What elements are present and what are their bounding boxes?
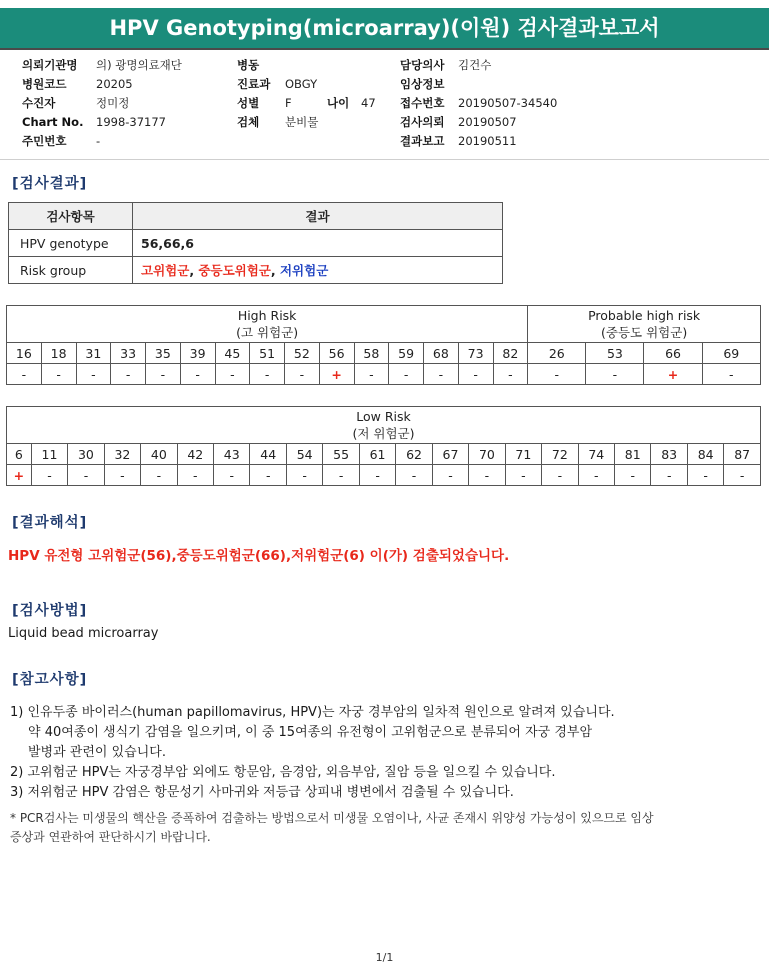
low-risk-header-ko: (저 위험군) xyxy=(352,426,415,441)
note-2: 2) 고위험군 HPV는 자궁경부암 외에도 항문암, 음경암, 외음부암, 질암 등을 일으킬 수 있습니다. xyxy=(10,765,556,780)
genotype-result-cell: - xyxy=(651,465,687,486)
genotype-result-cell: - xyxy=(389,364,424,385)
genotype-result-cell: - xyxy=(424,364,459,385)
genotype-result-cell: - xyxy=(458,364,493,385)
high-risk-header-ko: (고 위험군) xyxy=(236,325,299,340)
genotype-type-cell: 16 xyxy=(7,343,42,364)
probable-risk-header xyxy=(528,306,761,343)
section-method-title: [검사방법] xyxy=(12,603,88,619)
note-1b: 약 40여종이 생식기 감염을 일으키며, 이 중 15여종의 유전형이 고위험군으로 분류되어 자궁 경부암 xyxy=(28,725,593,740)
genotype-type-cell: 43 xyxy=(214,444,250,465)
genotype-type-cell: 26 xyxy=(528,343,586,364)
genotype-type-cell: 35 xyxy=(146,343,181,364)
col-header-result: 결과 xyxy=(133,203,503,230)
genotype-result-cell: - xyxy=(396,465,432,486)
genotype-type-cell: 71 xyxy=(505,444,541,465)
value-report-date: 20190511 xyxy=(458,134,517,148)
footnote-line-1: * PCR검사는 미생물의 핵산을 증폭하여 검출하는 방법으로서 미생물 오염이나, 사균 존재시 위양성 가능성이 있으므로 임상 xyxy=(10,811,654,825)
section-interpretation-title: [결과해석] xyxy=(12,515,88,531)
genotype-type-cell: 6 xyxy=(7,444,32,465)
genotype-result-cell: - xyxy=(432,465,468,486)
genotype-type-cell: 59 xyxy=(389,343,424,364)
low-risk-header-en: Low Risk xyxy=(356,409,411,424)
genotype-result-cell: + xyxy=(319,364,354,385)
high-risk-results-row xyxy=(7,364,761,385)
probable-risk-header-ko: (중등도 위험군) xyxy=(601,325,688,340)
genotype-type-cell: 84 xyxy=(687,444,723,465)
method-text: Liquid bead microarray xyxy=(8,626,159,641)
genotype-type-cell: 82 xyxy=(493,343,528,364)
genotype-type-cell: 44 xyxy=(250,444,286,465)
section-result-title: [검사결과] xyxy=(12,176,88,192)
genotype-type-cell: 53 xyxy=(586,343,644,364)
label-sex: 성별 xyxy=(237,96,260,110)
genotype-result-cell: - xyxy=(286,465,322,486)
genotype-type-cell: 87 xyxy=(724,444,761,465)
genotype-result-cell: - xyxy=(111,364,146,385)
genotype-result-cell: - xyxy=(615,465,651,486)
genotype-result-cell: - xyxy=(528,364,586,385)
label-physician: 담당의사 xyxy=(400,58,445,72)
risk-sep-1: , xyxy=(189,263,199,278)
label-accession-no: 접수번호 xyxy=(400,96,445,110)
probable-risk-header-en: Probable high risk xyxy=(588,308,701,323)
value-accession-no: 20190507-34540 xyxy=(458,96,558,110)
low-risk-results-row xyxy=(7,465,761,486)
genotype-result-cell: - xyxy=(724,465,761,486)
page-number: 1/1 xyxy=(375,951,394,964)
header-col-1 xyxy=(22,56,182,151)
genotype-result-cell: - xyxy=(141,465,177,486)
row-label-risk: Risk group xyxy=(9,257,133,284)
label-request-date: 검사의뢰 xyxy=(400,115,445,129)
genotype-type-cell: 69 xyxy=(702,343,760,364)
risk-high: 고위험군 xyxy=(141,263,190,278)
genotype-type-cell: 51 xyxy=(250,343,285,364)
row-value-genotype: 56,66,6 xyxy=(133,230,503,257)
genotype-result-cell: + xyxy=(644,364,702,385)
value-hospital-code: 20205 xyxy=(96,77,133,91)
value-age: 47 xyxy=(361,96,376,110)
genotype-type-cell: 18 xyxy=(41,343,76,364)
row-value-risk xyxy=(133,257,503,284)
label-clinical-info: 임상정보 xyxy=(400,77,445,91)
genotype-type-cell: 68 xyxy=(424,343,459,364)
genotype-result-cell: - xyxy=(68,465,104,486)
genotype-result-cell: - xyxy=(76,364,111,385)
high-risk-header-en: High Risk xyxy=(237,308,297,323)
label-report-date: 결과보고 xyxy=(400,134,445,148)
genotype-type-cell: 54 xyxy=(286,444,322,465)
label-chart-no: Chart No. xyxy=(22,115,84,129)
col-header-item: 검사항목 xyxy=(9,203,133,230)
genotype-result-cell: - xyxy=(177,465,213,486)
value-patient: 정미정 xyxy=(96,96,130,110)
value-specimen: 분비물 xyxy=(285,115,319,129)
genotype-type-cell: 58 xyxy=(354,343,389,364)
genotype-result-cell: - xyxy=(323,465,359,486)
genotype-result-cell: - xyxy=(542,465,578,486)
genotype-result-cell: - xyxy=(250,364,285,385)
genotype-type-cell: 33 xyxy=(111,343,146,364)
genotype-result-cell: - xyxy=(354,364,389,385)
genotype-type-cell: 31 xyxy=(76,343,111,364)
header-divider xyxy=(0,159,769,160)
value-physician: 김건수 xyxy=(458,58,492,72)
genotype-result-cell: - xyxy=(250,465,286,486)
high-risk-table xyxy=(6,305,761,385)
value-requesting-org: 의) 광명의료재단 xyxy=(96,58,182,72)
genotype-result-cell: + xyxy=(7,465,32,486)
table-row xyxy=(9,257,503,284)
genotype-type-cell: 61 xyxy=(359,444,395,465)
high-risk-types-row xyxy=(7,343,761,364)
genotype-type-cell: 45 xyxy=(215,343,250,364)
genotype-result-cell: - xyxy=(469,465,505,486)
risk-sep-2: , xyxy=(270,263,280,278)
label-patient: 수진자 xyxy=(22,96,56,110)
genotype-result-cell: - xyxy=(7,364,42,385)
value-department: OBGY xyxy=(285,77,318,91)
interpretation-text: HPV 유전형 고위험군(56),중등도위험군(66),저위험군(6) 이(가) 검출되었습니다. xyxy=(8,548,510,564)
genotype-type-cell: 74 xyxy=(578,444,614,465)
result-table xyxy=(8,202,503,284)
genotype-result-cell: - xyxy=(31,465,67,486)
low-risk-header xyxy=(7,407,761,444)
genotype-result-cell: - xyxy=(146,364,181,385)
genotype-result-cell: - xyxy=(578,465,614,486)
genotype-type-cell: 32 xyxy=(104,444,140,465)
note-3: 3) 저위험군 HPV 감염은 항문성기 사마귀와 저등급 상피내 병변에서 검출될 수 있습니다. xyxy=(10,785,514,800)
genotype-result-cell: - xyxy=(586,364,644,385)
genotype-result-cell: - xyxy=(505,465,541,486)
label-hospital-code: 병원코드 xyxy=(22,77,67,91)
genotype-type-cell: 81 xyxy=(615,444,651,465)
row-label-genotype: HPV genotype xyxy=(9,230,133,257)
note-1c: 발병과 관련이 있습니다. xyxy=(28,745,166,760)
label-age: 나이 xyxy=(327,96,350,110)
genotype-result-cell: - xyxy=(41,364,76,385)
genotype-type-cell: 40 xyxy=(141,444,177,465)
genotype-type-cell: 62 xyxy=(396,444,432,465)
value-chart-no: 1998-37177 xyxy=(96,115,166,129)
high-risk-header xyxy=(7,306,528,343)
low-risk-table xyxy=(6,406,761,486)
genotype-type-cell: 39 xyxy=(180,343,215,364)
footnote-line-2: 증상과 연관하여 판단하시기 바랍니다. xyxy=(10,830,211,844)
genotype-type-cell: 72 xyxy=(542,444,578,465)
value-sex: F xyxy=(285,96,292,110)
pcr-footnote xyxy=(10,809,654,847)
report-title: HPV Genotyping(microarray)(이원) 검사결과보고서 xyxy=(0,8,769,50)
section-reference-title: [참고사항] xyxy=(12,672,88,688)
genotype-type-cell: 30 xyxy=(68,444,104,465)
header-col-2 xyxy=(237,56,376,132)
risk-low: 저위험군 xyxy=(279,263,329,278)
genotype-result-cell: - xyxy=(687,465,723,486)
genotype-result-cell: - xyxy=(702,364,760,385)
risk-mid: 중등도위험군 xyxy=(198,263,271,278)
note-1a: 1) 인유두종 바이러스(human papillomavirus, HPV)는 자궁 경부암의 일차적 원인으로 알려져 있습니다. xyxy=(10,705,615,720)
genotype-type-cell: 55 xyxy=(323,444,359,465)
header-col-3 xyxy=(400,56,557,151)
label-ward: 병동 xyxy=(237,58,260,72)
label-requesting-org: 의뢰기관명 xyxy=(22,58,78,72)
genotype-type-cell: 56 xyxy=(319,343,354,364)
genotype-type-cell: 11 xyxy=(31,444,67,465)
genotype-result-cell: - xyxy=(180,364,215,385)
genotype-type-cell: 67 xyxy=(432,444,468,465)
genotype-type-cell: 66 xyxy=(644,343,702,364)
low-risk-types-row xyxy=(7,444,761,465)
genotype-result-cell: - xyxy=(285,364,320,385)
genotype-result-cell: - xyxy=(214,465,250,486)
genotype-type-cell: 70 xyxy=(469,444,505,465)
genotype-type-cell: 42 xyxy=(177,444,213,465)
label-resident-no: 주민번호 xyxy=(22,134,67,148)
table-row xyxy=(9,230,503,257)
genotype-type-cell: 73 xyxy=(458,343,493,364)
genotype-result-cell: - xyxy=(493,364,528,385)
label-department: 진료과 xyxy=(237,77,271,91)
reference-notes xyxy=(10,703,615,803)
genotype-result-cell: - xyxy=(104,465,140,486)
genotype-result-cell: - xyxy=(215,364,250,385)
value-request-date: 20190507 xyxy=(458,115,517,129)
genotype-result-cell: - xyxy=(359,465,395,486)
genotype-type-cell: 52 xyxy=(285,343,320,364)
value-resident-no: - xyxy=(96,134,101,148)
genotype-type-cell: 83 xyxy=(651,444,687,465)
label-specimen: 검체 xyxy=(237,115,260,129)
